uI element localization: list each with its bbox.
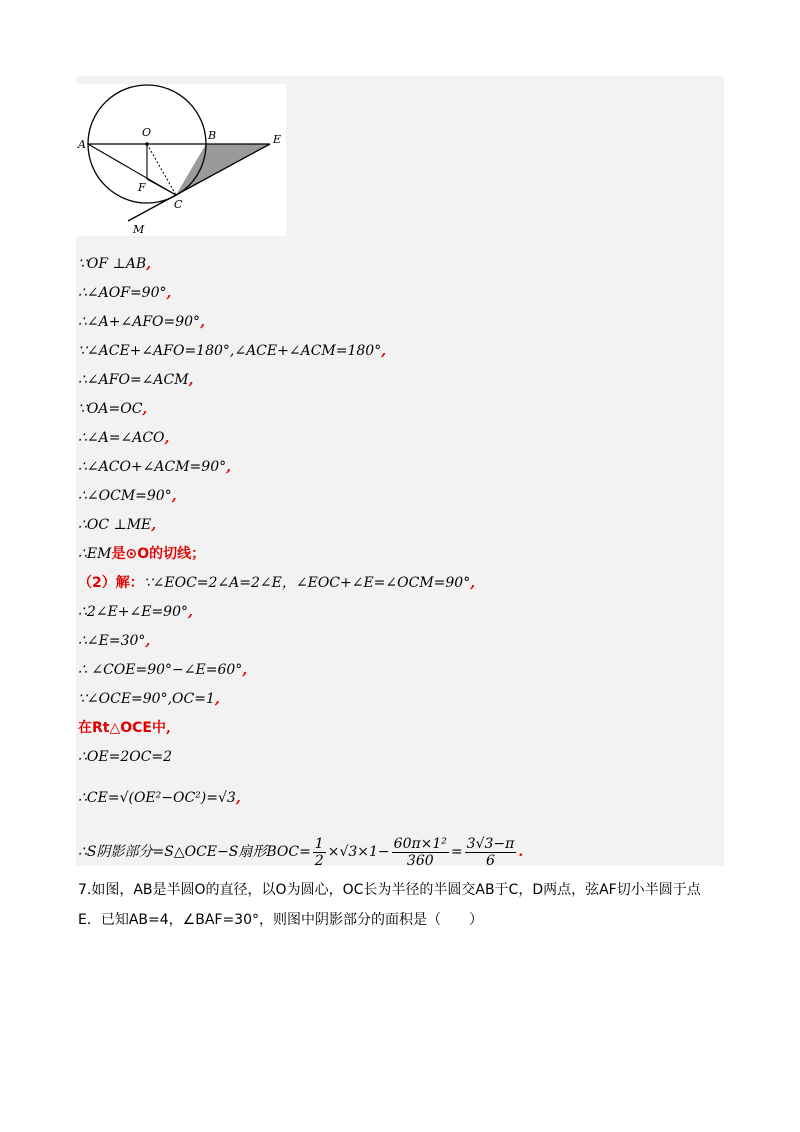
- part-2-line: （2）解：∵∠EOC=2∠A=2∠E，∠EOC+∠E=∠OCM=90°,: [78, 575, 476, 591]
- proof-line: ∴OC ⊥ME,: [78, 517, 157, 533]
- proof-line: ∵∠OCE=90°,OC=1,: [78, 691, 220, 707]
- problem-7-line-1: 7.如图，AB是半圆O的直径，以O为圆心，OC长为半径的半圆交AB于C，D两点，弦AF切小半圆于点: [78, 882, 701, 898]
- line-em: [128, 144, 270, 221]
- label-c: C: [174, 198, 183, 211]
- label-a: A: [78, 138, 86, 151]
- proof-line: ∴∠OCM=90°,: [78, 488, 177, 504]
- proof-line: ∴∠A+∠AFO=90°,: [78, 314, 205, 330]
- proof-line: ∵OF ⊥AB,: [78, 256, 151, 272]
- proof-line: ∴∠AOF=90°,: [78, 285, 172, 301]
- proof-line: ∴∠E=30°,: [78, 633, 151, 649]
- proof-line: ∴∠ACO+∠ACM=90°,: [78, 459, 231, 475]
- label-m: M: [133, 223, 145, 236]
- geometry-figure: [76, 84, 286, 236]
- proof-line-tangent: ∴EM是⊙O的切线；: [78, 546, 206, 562]
- problem-7-line-2: E．已知AB=4，∠BAF=30°，则图中阴影部分的面积是（ ）: [78, 912, 483, 928]
- proof-line: ∵OA=OC,: [78, 401, 148, 417]
- proof-line-triangle: 在Rt△OCE中,: [78, 720, 171, 736]
- proof-line: ∴∠AFO=∠ACM,: [78, 372, 194, 388]
- proof-line: ∴∠A=∠ACO,: [78, 430, 170, 446]
- proof-line: ∴OE=2OC=2: [78, 749, 173, 765]
- center-point: [145, 142, 149, 146]
- label-f: F: [138, 181, 146, 194]
- fraction-sector: $\frac{\text{60π×1²}}{360}$: [393, 835, 447, 869]
- label-e: E: [273, 133, 282, 146]
- part-2-label: （2）解：: [78, 575, 144, 591]
- label-b: B: [208, 129, 217, 142]
- area-formula: ∴S阴影部分=S△OCE−S扇形BOC= $\frac{1}{2}$ ×√3×1− $\frac{\text{60π×1²}}{360}$ = $\frac{3√3-\pi}{6}$ .: [78, 835, 524, 869]
- proof-line-ce: ∴CE=√(OE²−OC²)=√3,: [78, 790, 241, 806]
- fraction-result: $\frac{3√3-\pi}{6}$: [466, 835, 515, 869]
- circle-tangent-diagram: [76, 84, 286, 236]
- fraction-half: $\frac{1}{2}$: [314, 835, 324, 869]
- label-o: O: [142, 126, 152, 139]
- proof-line: ∵∠ACE+∠AFO=180°,∠ACE+∠ACM=180°,: [78, 343, 387, 359]
- proof-line: ∴2∠E+∠E=90°,: [78, 604, 193, 620]
- proof-line: ∴ ∠COE=90°−∠E=60°,: [78, 662, 248, 678]
